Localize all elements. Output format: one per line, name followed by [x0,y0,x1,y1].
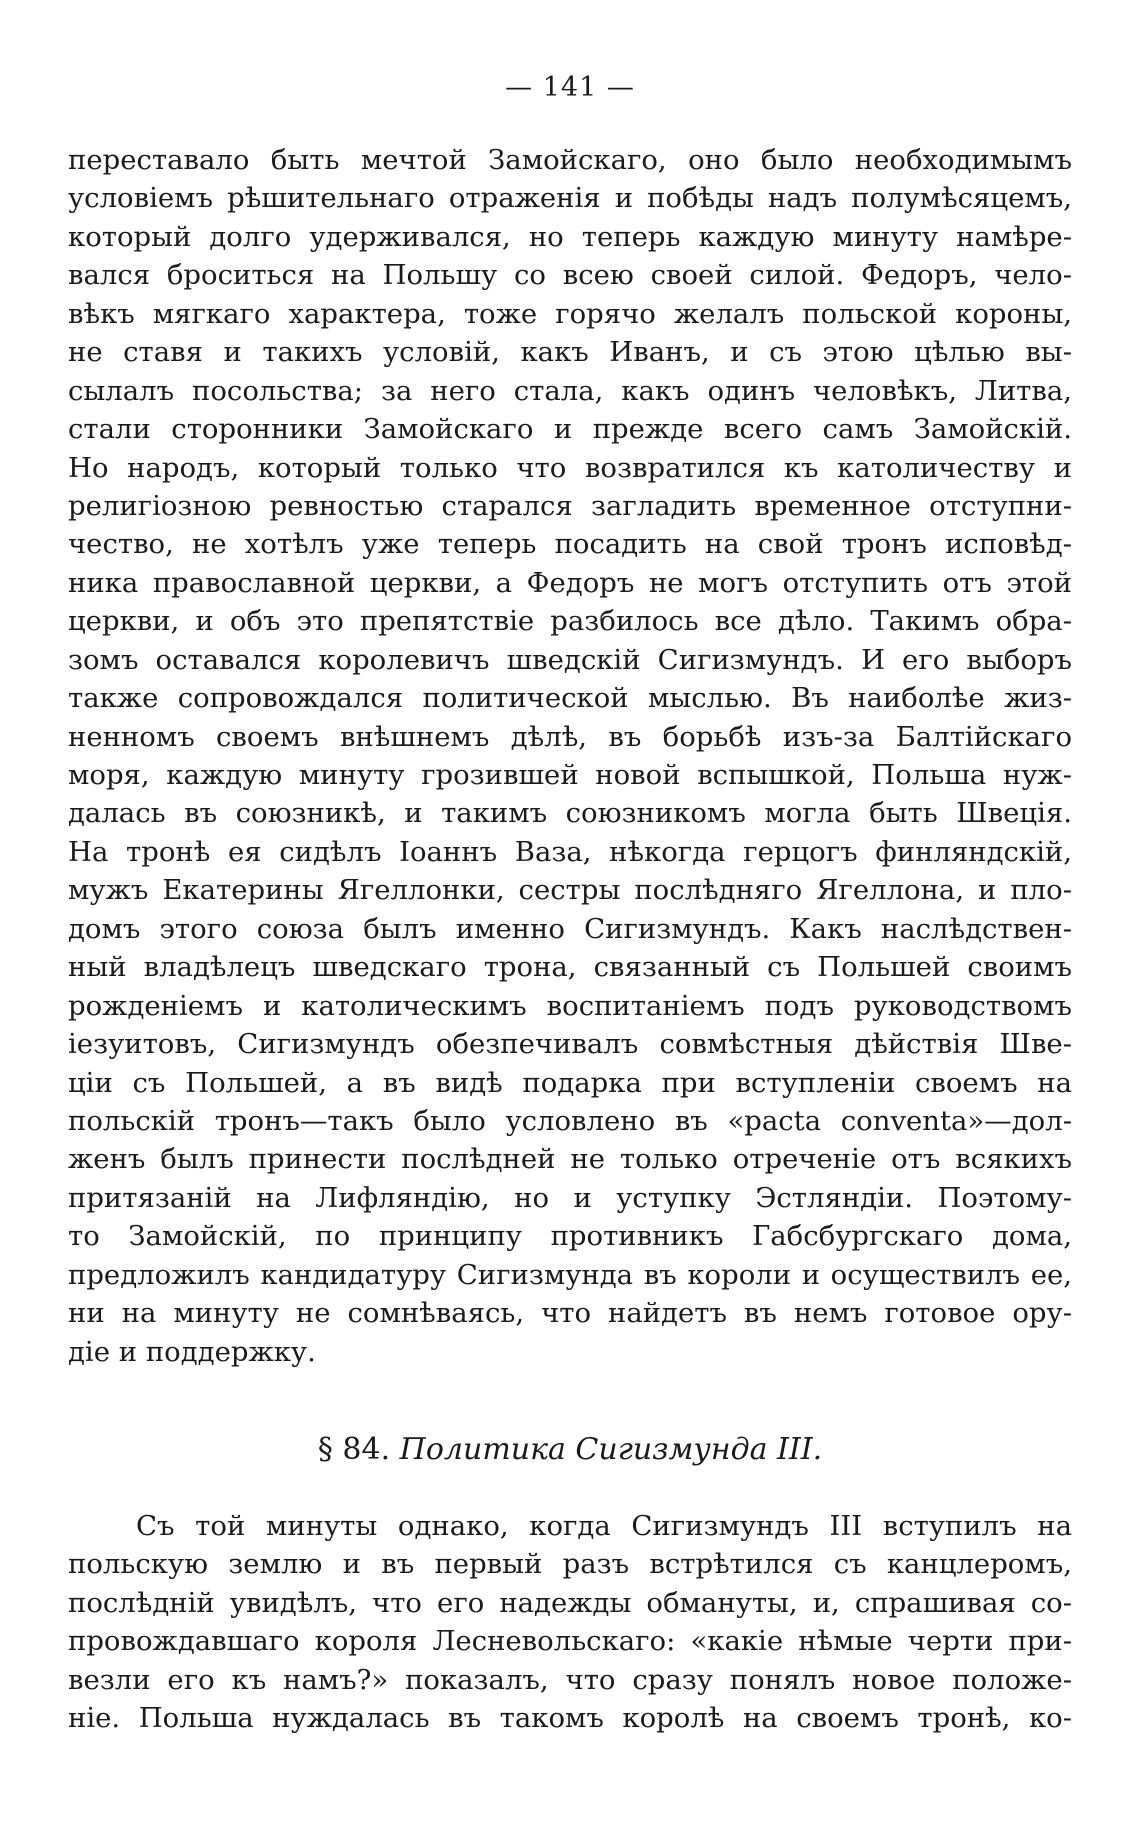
text-line: ни на минуту не сомнѣваясь, что найдетъ въ немъ готовое ору- [68,1297,1072,1330]
text-line: церкви, и объ это препятствіе разбилось все дѣло. Такимъ обра- [68,605,1072,638]
page-number: — 141 — [505,72,635,103]
text-line: вѣкъ мягкаго характера, тоже горячо желалъ польской короны, [68,297,1072,330]
text-line: далась въ союзникѣ, и такимъ союзникомъ могла быть Швеція. [68,797,1072,830]
paragraph-2 [68,1507,1072,1738]
text-line: женъ былъ принести послѣдней не только отреченіе отъ всякихъ [68,1143,1072,1176]
text-line: мужъ Екатерины Ягеллонки, сестры послѣдняго Ягеллона, и пло- [68,874,1072,907]
text-line: послѣдній увидѣлъ, что его надежды обмануты, и, спрашивая со- [68,1586,1072,1619]
text-line: ціи съ Польшей, а въ видѣ подарка при вступленіи своемъ на [68,1066,1072,1099]
text-line: то Замойскій, по принципу противникъ Габсбургскаго дома, [68,1220,1072,1253]
text-line: ніе. Польша нуждалась въ такомъ королѣ на своемъ тронѣ, ко- [68,1702,1072,1735]
text-line: зомъ оставался королевичъ шведскій Сигизмундъ. И его выборъ [68,643,1072,676]
text-line: провождавшаго короля Лесневольскаго: «какіе нѣмые черти при- [68,1625,1072,1658]
text-line: моря, каждую минуту грозившей новой вспышкой, Польша нуж- [68,759,1072,791]
text-line: домъ этого союза былъ именно Сигизмундъ. Какъ наслѣдствен- [68,912,1072,945]
text-line: діе и поддержку. [68,1335,316,1368]
paragraph-1 [68,141,1072,1371]
text-line: ный владѣлецъ шведскаго трона, связанный съ Польшей своимъ [68,951,1072,984]
text-line: ненномъ своемъ внѣшнемъ дѣлѣ, въ борьбѣ изъ-за Балтійскаго [68,720,1072,753]
section-number: § 84. [317,1432,391,1467]
text-line: Но народъ, который только что возвратился къ католичеству и [68,451,1072,484]
text-line: вался броситься на Польшу со всею своей силой. Федоръ, чело- [68,259,1072,292]
text-line: переставало быть мечтой Замойскаго, оно было необходимымъ [68,144,1072,176]
text-line: сылалъ посольства; за него стала, какъ одинъ человѣкъ, Литва, [68,374,1072,407]
text-line: польскую землю и въ первый разъ встрѣтился съ канцлеромъ, [68,1548,1072,1581]
text-line: іезуитовъ, Сигизмундъ обезпечивалъ совмѣстныя дѣйствія Шве- [68,1028,1072,1061]
text-line: предложилъ кандидатуру Сигизмунда въ короли и осуществилъ ее, [68,1258,1072,1291]
text-line: стали сторонники Замойскаго и прежде всего самъ Замойскій. [68,413,1072,446]
section-heading [0,1430,1140,1470]
text-line: не ставя и такихъ условій, какъ Иванъ, и съ этою цѣлью вы- [68,336,1072,369]
text-line: ника православной церкви, а Федоръ не могъ отступить отъ этой [68,566,1072,599]
section-title: Политика Сигизмунда III. [399,1432,823,1467]
text-line: притязаній на Лифляндію, но и уступку Эстляндіи. Поэтому- [68,1181,1072,1214]
text-line: везли его къ намъ?» показалъ, что сразу понялъ новое положе- [68,1663,1072,1696]
text-line: условіемъ рѣшительнаго отраженія и побѣды надъ полумѣсяцемъ, [68,182,1072,215]
text-line: рожденіемъ и католическимъ воспитаніемъ подъ руководствомъ [68,989,1072,1022]
text-line: религіозною ревностью старался загладить временное отступни- [68,489,1072,522]
text-line: который долго удерживался, но теперь каждую минуту намѣре- [68,220,1072,253]
text-line: чество, не хотѣлъ уже теперь посадить на свой тронъ исповѣд- [68,528,1072,561]
text-line: польскій тронъ—такъ было условлено въ «pacta conventa»—дол- [68,1104,1072,1137]
text-line: На тронѣ ея сидѣлъ Іоаннъ Ваза, нѣкогда герцогъ финляндскій, [68,835,1072,868]
text-line: также сопровождался политической мыслью. Въ наиболѣе жиз- [68,682,1072,715]
text-line: Съ той минуты однако, когда Сигизмундъ III вступилъ на [136,1510,1072,1542]
